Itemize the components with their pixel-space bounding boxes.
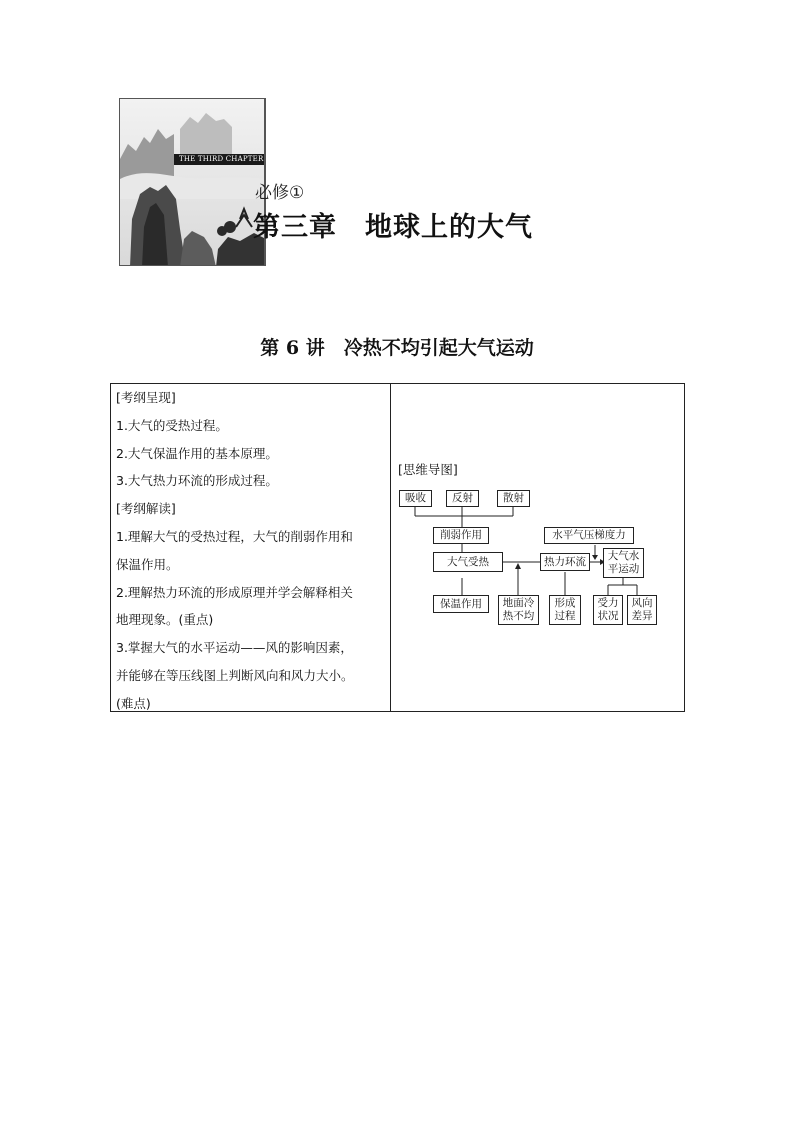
node-wind-direction: 风向 差异	[627, 595, 657, 625]
chapter-cover-image	[119, 98, 265, 266]
syllabus-item: 2.大气保温作用的基本原理。	[116, 445, 278, 461]
node-scatter: 散射	[497, 490, 530, 507]
node-weaken: 削弱作用	[433, 527, 489, 544]
lesson-title: 第 6 讲 冷热不均引起大气运动	[260, 337, 534, 359]
node-absorb: 吸收	[399, 490, 432, 507]
module-label: 必修①	[255, 183, 305, 203]
syllabus-item: 1.大气的受热过程。	[116, 417, 228, 433]
section-heading-syllabus: [考纲呈现]	[116, 390, 176, 405]
interpretation-line: 1.理解大气的受热过程，大气的削弱作用和	[116, 528, 353, 544]
node-insulate: 保温作用	[433, 595, 489, 613]
mind-map-label: [思维导图]	[398, 462, 458, 477]
node-atmosphere-heated: 大气受热	[433, 552, 503, 572]
interpretation-line: 并能够在等压线图上判断风向和风力大小。	[116, 667, 354, 683]
interpretation-line: 地理现象。(重点)	[116, 612, 214, 628]
chapter-band-text: THE THIRD CHAPTER	[174, 154, 265, 165]
interpretation-line: 2.理解热力环流的形成原理并学会解释相关	[116, 584, 353, 600]
node-force-condition: 受力 状况	[593, 595, 623, 625]
mountain-landscape-image	[120, 99, 265, 266]
chapter-title: 第三章 地球上的大气	[253, 212, 533, 243]
node-reflect: 反射	[446, 490, 479, 507]
node-pressure-gradient: 水平气压梯度力	[544, 527, 634, 544]
section-heading-interpretation: [考纲解读]	[116, 501, 176, 517]
syllabus-item: 3.大气热力环流的形成过程。	[116, 473, 278, 489]
node-uneven-heating: 地面冷 热不均	[498, 595, 539, 625]
node-thermal-circulation: 热力环流	[540, 553, 590, 571]
table-divider	[390, 383, 391, 712]
node-formation-process: 形成 过程	[549, 595, 581, 625]
decorative-tick	[254, 265, 266, 266]
syllabus-column	[116, 384, 386, 718]
interpretation-line: 保温作用。	[116, 556, 179, 572]
interpretation-line: (难点)	[116, 695, 151, 711]
node-horizontal-motion: 大气水 平运动	[603, 548, 644, 578]
interpretation-line: 3.掌握大气的水平运动——风的影响因素，	[116, 640, 353, 656]
